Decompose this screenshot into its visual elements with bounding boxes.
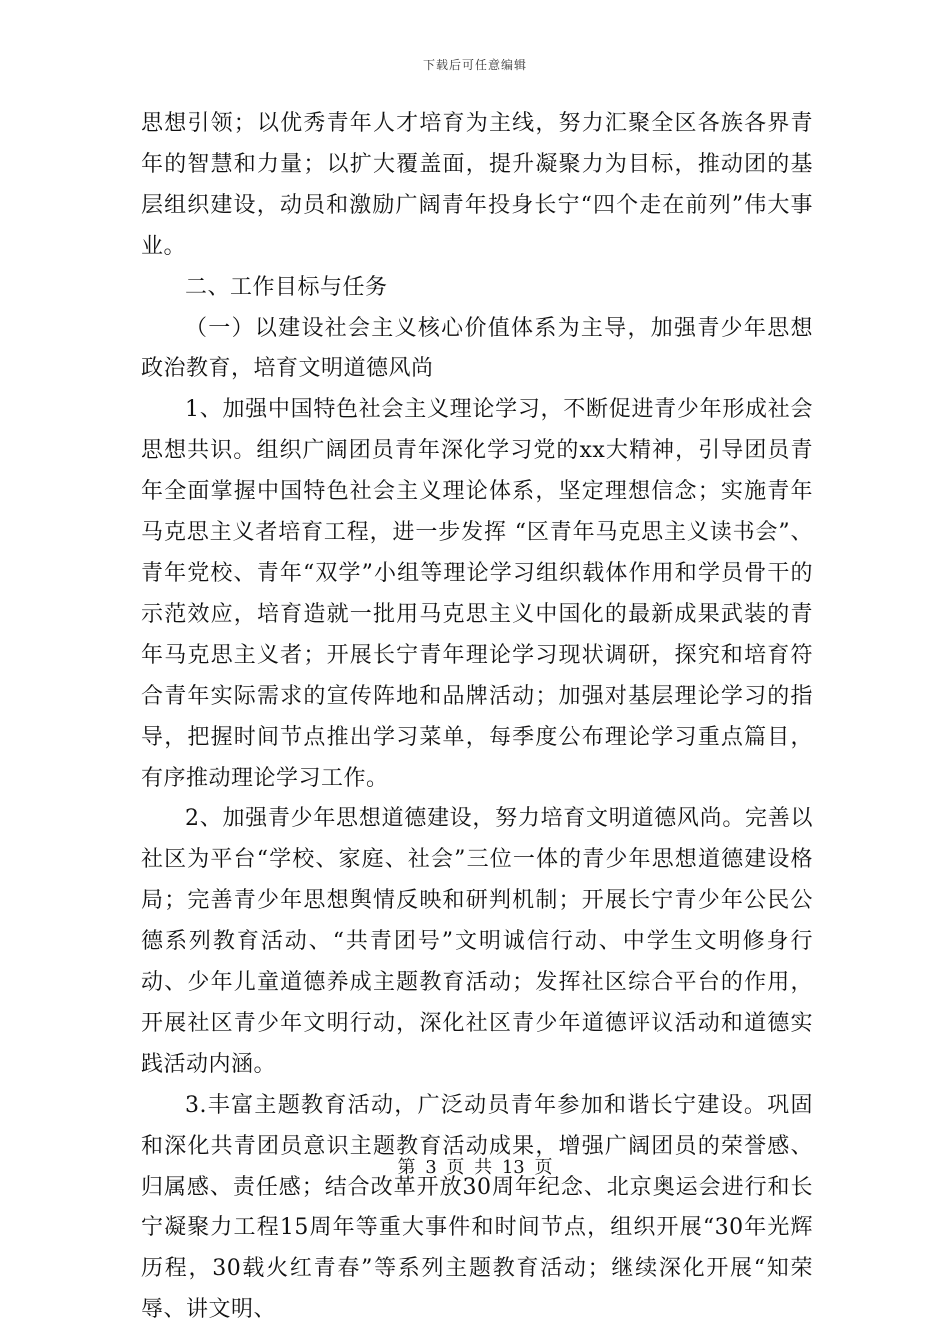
section-heading: 二、工作目标与任务 (185, 274, 388, 300)
subsection-heading: （一）以建设社会主义核心价值体系为主导，加强青少年思想政治教育，培育文明道德风尚 (141, 315, 813, 382)
paragraph-intro-continued: 思想引领；以优秀青年人才培育为主线，努力汇聚全区各族各界青年的智慧和力量；以扩大覆盖面，提升凝聚力为目标，推动团的基层组织建设，动员和激励广阔青年投身长宁“四个走在前列”伟大事业。 (141, 111, 813, 259)
page-header: 下载后可任意编辑 (422, 58, 527, 72)
page-number: 第 3 页 共 13 页 (397, 1157, 553, 1178)
paragraph-item-3: 3.丰富主题教育活动，广泛动员青年参加和谐长宁建设。巩固和深化共青团员意识主题教育活动成果，增强广阔团员的荣誉感、归属感、责任感；结合改革开放30周年纪念、北京奥运会进行和长宁凝聚力工程15周年等重大事件和时间节点，组织开展“30年光辉历程，30载火红青春”等系列主题教育活动；继续深化开展“知荣辱、讲文明、 (141, 1092, 813, 1323)
paragraph-item-1: 1、加强中国特色社会主义理论学习，不断促进青少年形成社会思想共识。组织广阔团员青年深化学习党的xx大精神，引导团员青年全面掌握中国特色社会主义理论体系，坚定理想信念；实施青年马克思主义者培育工程，进一步发挥 “区青年马克思主义读书会”、青年党校、青年“双学”小组等理论学习组织载体作用和学员骨干的示范效应，培育造就一批用马克思主义中国化的最新成果武装的青年马克思主义者；开展长宁青年理论学习现状调研，探究和培育符合青年实际需求的宣传阵地和品牌活动；加强对基层理论学习的指导，把握时间节点推出学习菜单，每季度公布理论学习重点篇目，有序推动理论学习工作。 (141, 397, 813, 791)
paragraph-item-2: 2、加强青少年思想道德建设，努力培育文明道德风尚。完善以社区为平台“学校、家庭、社会”三位一体的青少年思想道德建设格局；完善青少年思想舆情反映和研判机制；开展长宁青少年公民公德系列教育活动、“共青团号”文明诚信行动、中学生文明修身行动、少年儿童道德养成主题教育活动；发挥社区综合平台的作用，开展社区青少年文明行动，深化社区青少年道德评议活动和道德实践活动内涵。 (141, 806, 813, 1077)
document-body (141, 104, 813, 1331)
